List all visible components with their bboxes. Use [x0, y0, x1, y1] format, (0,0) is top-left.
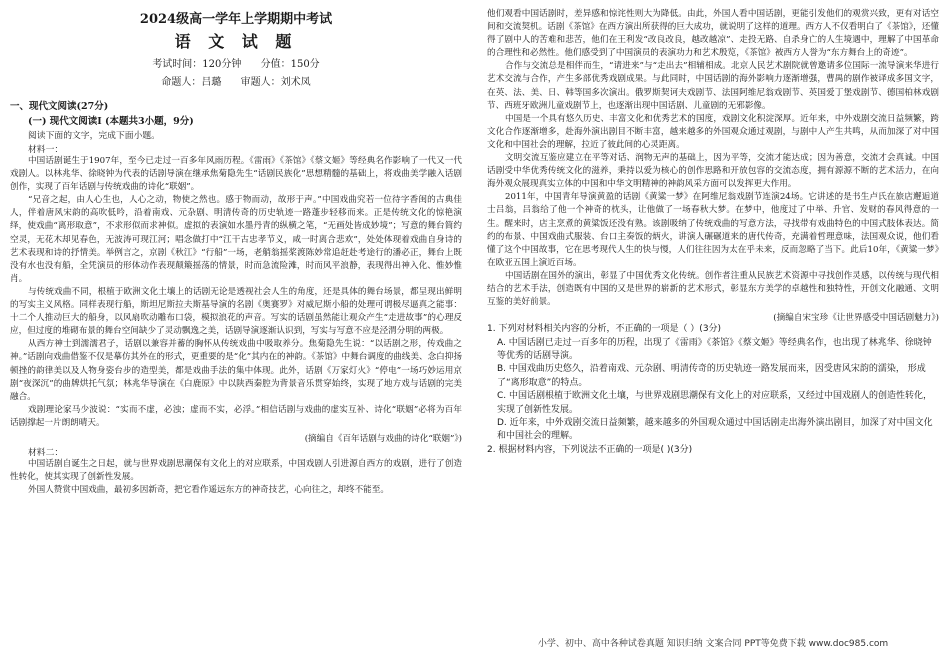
exam-author: 命题人：吕璐 — [161, 77, 222, 88]
passage-paragraph: 外国人赞赏中国戏曲，最初多因新奇，把它看作遥远东方的神奇技艺，心向往之，却终不能至。 — [28, 485, 389, 496]
exam-time: 考试时间：120分钟 — [152, 59, 242, 70]
material-one-label: 材料一： — [28, 145, 64, 155]
passage-paragraph: 中国话剧在国外的演出，彰显了中国优秀文化传统。创作者注重从民族艺术资源中寻找创作灵感，以传统与现代相结合的艺术手法，创造既有中国的又是世界的崭新的艺术形式，彰显东方美学的卓越性和独特性，开创文化融通、文明互鉴的美好前景。 — [487, 270, 939, 308]
exam-time-line — [10, 55, 462, 70]
footer-link[interactable]: 小学、初中、高中各种试卷真题 知识归纳 文案合同 PPT等免费下载 www.doc985.com — [537, 639, 889, 649]
material-two-label: 材料二： — [28, 447, 64, 458]
exam-title: 2024级高一学年上学期期中考试 — [139, 12, 333, 27]
question-1-option-c: C. 中国话剧根植于欧洲文化土壤，与世界戏剧思潮保有文化上的对应联系，又经过中国戏剧人的创造性转化，实现了创新性发展。 — [497, 391, 933, 415]
exam-reviewer: 审题人：刘术凤 — [240, 77, 311, 88]
right-column — [487, 8, 939, 457]
left-column — [10, 8, 462, 497]
section-heading: 一、现代文阅读(27分) — [10, 101, 109, 112]
question-1-option-a: A. 中国话剧已走过一百多年的历程，出现了《雷雨》《茶馆》《蔡文姬》等经典名作，也出现了林兆华、徐晓钟等优秀的话剧导演。 — [497, 337, 932, 361]
exam-score: 分值：150分 — [260, 59, 320, 70]
passage-paragraph: 与传统戏曲不同，根植于欧洲文化土壤上的话剧无论是透视社会人生的角度，还是具体的舞台场景，都呈现出鲜明的写实主义风格。同样表现行船，斯坦尼斯拉夫斯基导演的名剧《奥赛罗》对威尼斯小船的处理可谓极尽逼真之能事：十二个人推动巨大的船身，以风扇吹动雕布口袋，模拟浪花的声音。写实的话剧虽然能让观众产生“走进故事”的心理反应，但过度的堆砌布景的舞台空间缺少了灵动飘逸之美，话剧导演逐渐认识到，写实与写意不应是泾渭分明的两极。 — [10, 286, 462, 337]
passage-paragraph: 中国话剧自诞生之日起，就与世界戏剧思潮保有文化上的对应联系，中国戏剧人引进源自西方的戏剧，进行了创造性转化，使其实现了创新性发展。 — [10, 458, 462, 483]
question-1-option-b: B. 中国戏曲历史悠久，沿着南戏、元杂剧、明清传奇的历史轨迹一路发展而来，因受唐风宋韵的濡染， 形成了“离形取意”的特点。 — [497, 364, 926, 388]
passage-paragraph: 从西方神士到濡濡君子，话剧以兼容并蓄的胸怀从传统戏曲中吸取养分。焦菊隐先生说：“以话剧之形，传戏曲之神。”话剧向戏曲借鉴不仅是摹仿其外在的形式，更重要的是“化”其内在的神韵。《茶馆》中舞台调度的曲线美、念白抑扬顿挫的韵律美以及人物身姿台步的造型美，都是戏曲手法的集中体现。此外，话剧《万家灯火》“停电”一场巧妙运用京剧“夜深沉”的曲牌烘托气氛；林兆华导演在《白鹿原》中以陕西秦腔为背景音乐贯穿始终，实现了地方戏与话剧的完美融合。 — [10, 339, 462, 402]
passage-paragraph: 他们观看中国话剧时，差异感和惊诧性则大为降低。由此，外国人看中国话剧，更能引发他们的观赏兴致，更有对话空间和交流契机。话剧《茶馆》在西方演出所获得的巨大成功，就说明了这样的道理。西方人不仅看明白了《茶馆》，还懂得了剧中人的苦难和悲苦，他们在王利发“改良改良，越改越凉”、走投无路、自杀身亡的人生境遇中，理解了中国革命的合理性和必然性。他们感受到了中国演员的表演功力和艺术殷览，《茶馆》被西方人誉为“东方舞台上的奇迹”。 — [487, 9, 939, 59]
passage-paragraph: “兄音之起，由人心生也，人心之动，物使之然也。感于物而动，故形于声。”中国戏曲究若一位待字香闺的古典佳人，伴着唐风宋韵的高吹低吟，沿着南戏、元杂剧、明清传奇的历史轨迹一路蓬步轻移而来。正是传统文化的惊艳演绎，使戏曲“离形取意”，不求形似而求神似。虚拟的表演如水墨丹青的纵横之笔，“无画处皆成妙境”；写意的舞台简约空灵，无花木却见春色，无波涛可现江河；唱念做打中“江干古忠孝节义，咸一时离合悲欢”，处处体现着戏曲自身诗的艺术表现和诗的抒情美。举例言之，京剧《秋江》“行船”一场，老艄翁摇桨渡陈妙常追赶赴考途行的潘必正，舞台上既没有水也没有船，全凭演员的形体动作表现颠簸摇荡的情景，时而急流险滩，时而风平浪静，表现得出神入化、惟妙惟肖。 — [10, 195, 462, 284]
passage-paragraph: 戏剧理论家马少波说：“实而不虚，必浊；虚而不实，必浮。”相信话剧与戏曲的虚实互补、诗化“联姻”必将为百年话剧撑起一片朗朗晴天。 — [10, 404, 462, 428]
passage-paragraph: 2011年，中国青年导演黄盈的话剧《黄粱一梦》在阿维尼翁戏剧节连演24场。它讲述的是书生卢氏在旅店邂逅道士吕翁，吕翁给了他一个神奇的枕头，让他做了一场春秋大梦。在梦中，他度过了中举、升官、发财的春风得意的一生。醒来时，店主烹煮的黄粱饭还没有熟。该剧吸纳了传统戏曲的写意方法，寻找带有戏曲特色的中国式肢体表达。简约的布景、中国戏曲式服装、台口主奏饭的炳火，讲演人碾碾道来的唐代传奇，充满着哲理意味，法国观众说，他们看懂了这个中国故事，它在思考现代人生的快与慢，人们往往因为太在乎未来，反而忽略了当下。此后10年，《黄粱一梦》在欧亚五国上演近百场。 — [487, 192, 939, 268]
instruction: 阅读下面的文字，完成下面小题。 — [28, 131, 160, 141]
question-1: 1. 下列对材料相关内容的分析，不正确的一项是（ ）(3分) — [487, 324, 722, 335]
question-2: 2. 根据材料内容，下列说法不正确的一项是( )(3分) — [487, 444, 693, 455]
question-1-option-d: D. 近年来，中外戏剧交流日益频繁，越来越多的外国观众通过中国话剧走出海外演出剧目，加深了对中国文化和中国社会的理解。 — [497, 418, 933, 442]
passage-paragraph: 文明交流互鉴应建立在平等对话、润物无声的基础上，因为平等，交流才能达成；因为善意，交流才会真诚。中国话剧受中华优秀传统文化的滋养，秉持以爱为核心的创作思路和开放包容的交流态度，拥有源源不断的艺术活力，在向海外观众展现真实立体的中国和中华文明精神的神韵风采方面可以发挥更大作用。 — [487, 153, 939, 190]
subsection-heading: (一) 现代文阅读Ⅰ (本题共3小题，9分) — [28, 116, 194, 127]
exam-author-line — [10, 73, 462, 88]
material-two-source: (摘编自宋宝珍《让世界感受中国话剧魅力》) — [773, 313, 939, 324]
passage-paragraph: 中国是一个具有悠久历史、丰富文化和优秀艺术的国度，戏剧文化积淀深厚。近年来，中外戏剧交流日益频繁，跨文化合作逐渐增多，赴海外演出剧目不断丰富，越来越多的外国观众通过观剧，与剧中人产生共鸣，从而加深了对中国文化和中国社会的理解，拉近了彼此间的心灵距离。 — [487, 113, 939, 150]
material-one-source: (摘编自《百年话剧与戏曲的诗化“联姻”》) — [304, 433, 462, 444]
passage-paragraph: 中国话剧诞生于1907年，至今已走过一百多年风雨历程。《雷雨》《茶馆》《蔡文姬》等经典名作影响了一代又一代戏剧人。以林兆华、徐晓钟为代表的话剧导演在继承焦菊隐先生“话剧民族化”思想精髓的基础上，将戏曲美学融入话剧创作，实现了百年话剧与传统戏曲的诗化“联姻”。 — [10, 156, 462, 193]
passage-paragraph: 合作与交流总是相伴而生，“请进来”与“走出去”相辅相成。北京人民艺术剧院就曾邀请多位国际一流导演来华进行艺术交流与合作，产生多部优秀戏剧成果。与此同时，中国话剧的海外影响力逐渐增强，曹禺的剧作被译成多国文字，在英、法、美、日、韩等国多次演出。俄罗斯契诃夫戏剧节、法国阿维尼翁戏剧节、英国爱丁堡戏剧节、德国柏林戏剧节、西班牙欧洲儿童戏剧节上，也逐渐出现中国话剧、儿童剧的无邪影像。 — [487, 61, 939, 111]
exam-subject: 语 文 试 题 — [174, 32, 298, 51]
